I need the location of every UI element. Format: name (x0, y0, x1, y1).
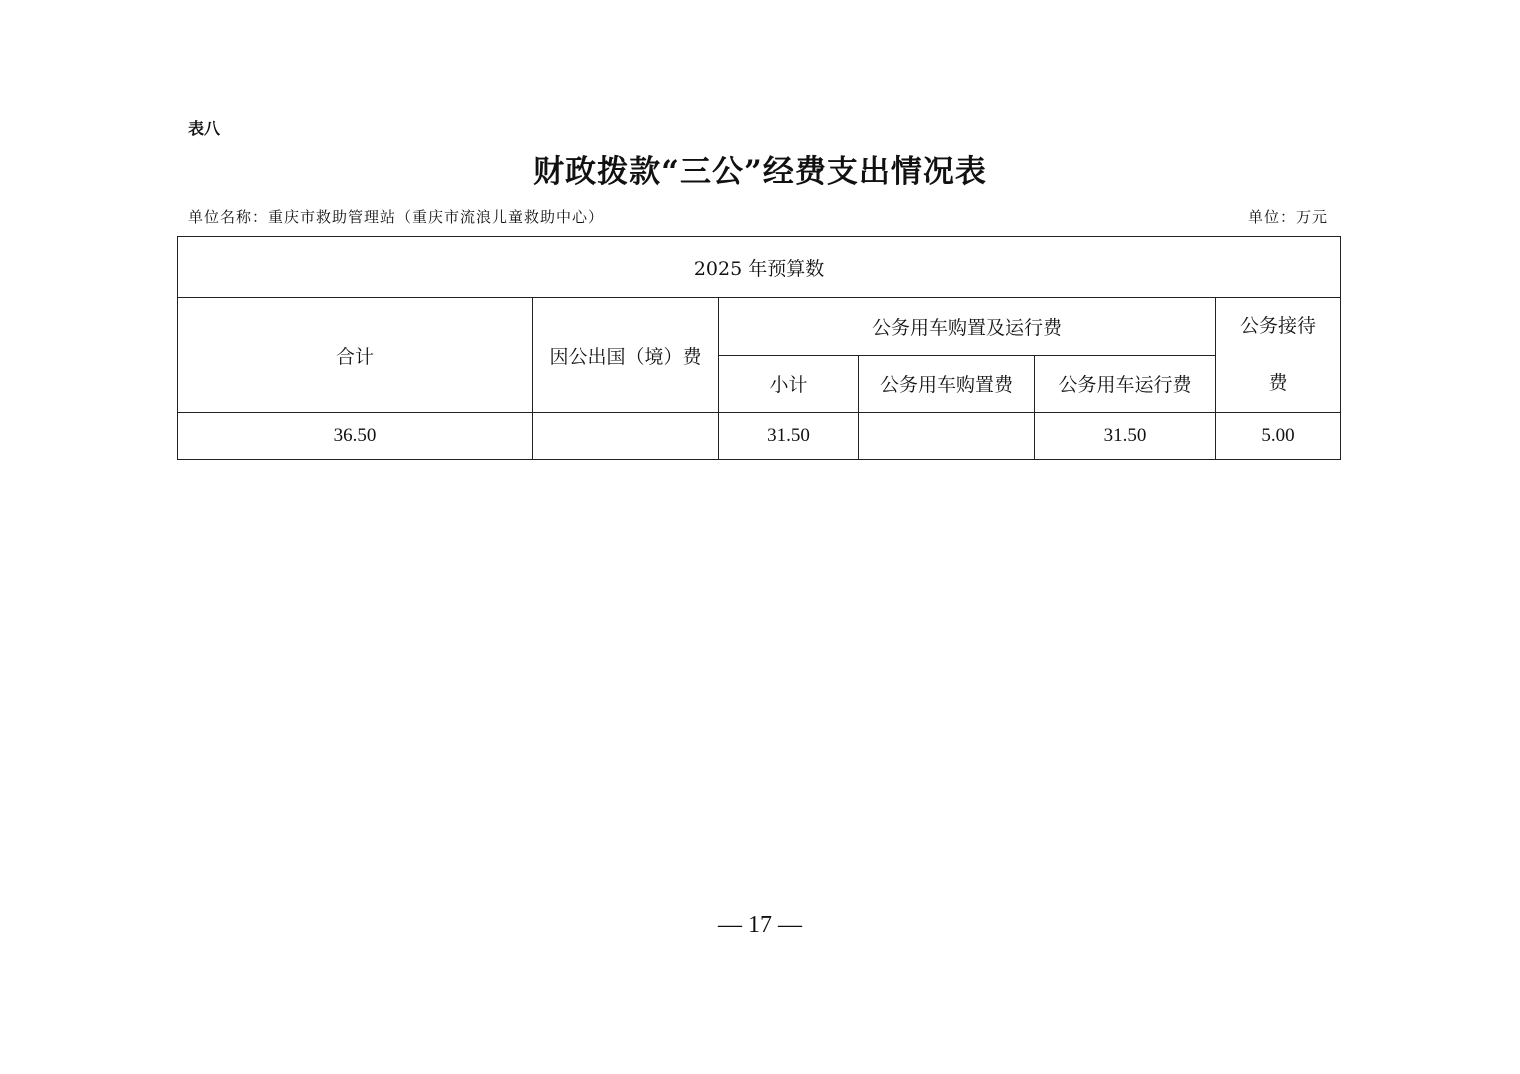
page-number: — 17 — (718, 912, 802, 938)
unit-name-line: 单位名称：重庆市救助管理站（重庆市流浪儿童救助中心） (188, 208, 605, 226)
cell-abroad (533, 413, 719, 460)
header-reception-line2: 费 (1268, 372, 1288, 394)
header-vehicle-purchase: 公务用车购置费 (859, 355, 1035, 413)
year-header-text: 2025 年预算数 (693, 257, 825, 280)
header-vehicle-group: 公务用车购置及运行费 (719, 298, 1216, 356)
header-vehicle-operation: 公务用车运行费 (1035, 355, 1216, 413)
header-reception-cell (1216, 298, 1341, 413)
cell-vehicle-operation: 31.50 (1035, 413, 1216, 460)
header-total: 合计 (178, 298, 533, 413)
cell-vehicle-purchase (859, 413, 1035, 460)
header-reception-line1: 公务接待 (1240, 315, 1317, 337)
column-header-row-1 (178, 298, 1341, 356)
table-row (178, 413, 1341, 460)
cell-subtotal: 31.50 (719, 413, 859, 460)
cell-reception: 5.00 (1216, 413, 1341, 460)
three-public-expenses-table (177, 236, 1341, 460)
cell-total: 36.50 (178, 413, 533, 460)
currency-unit-label: 单位：万元 (1247, 208, 1328, 226)
year-header-row (178, 237, 1341, 298)
document-title: 财政拨款“三公”经费支出情况表 (533, 154, 987, 190)
header-subtotal: 小计 (719, 355, 859, 413)
table-number-label: 表八 (188, 119, 221, 138)
year-header-cell (178, 237, 1341, 298)
header-abroad-expense: 因公出国（境）费 (533, 298, 719, 413)
